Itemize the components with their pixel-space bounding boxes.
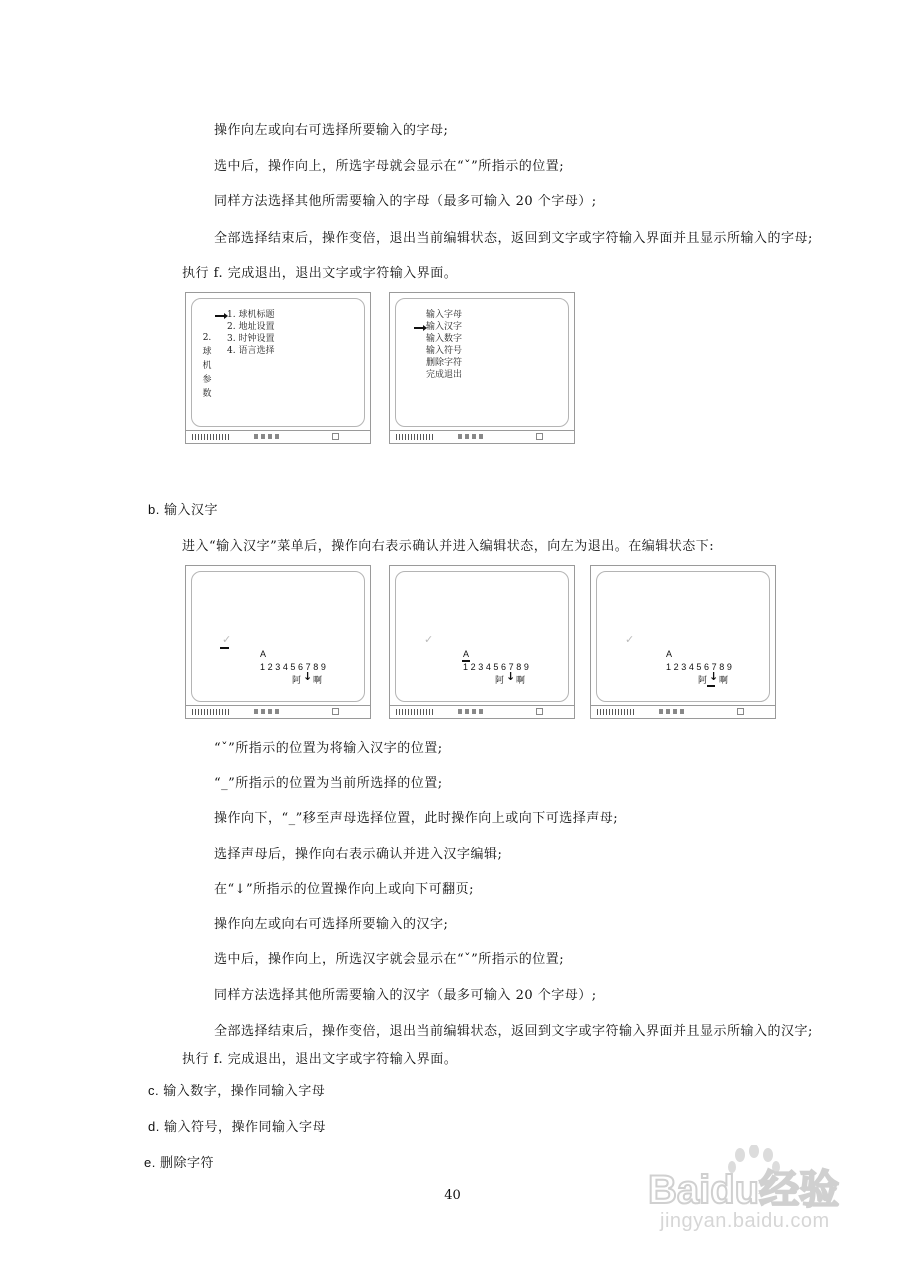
- edit-cursor: [707, 685, 715, 687]
- list-item: d. 输入符号，操作同输入字母: [148, 1119, 326, 1134]
- paragraph: 操作向下，“_”移至声母选择位置，此时操作向上或向下可选择声母;: [214, 811, 619, 826]
- paragraph: 进入“输入汉字”菜单后，操作向右表示确认并进入编辑状态，向左为退出。在编辑状态下:: [182, 539, 715, 554]
- list-item: e. 删除字符: [144, 1155, 214, 1170]
- paragraph: 操作向左或向右可选择所要输入的字母;: [214, 123, 449, 138]
- paragraph: 执行 f. 完成退出，退出文字或字符输入界面。: [182, 1052, 458, 1067]
- down-arrow-icon: ↓: [303, 670, 313, 683]
- osd-screen-input-menu: [389, 292, 575, 444]
- side-char: 球: [202, 347, 212, 357]
- paragraph: 在“↓”所指示的位置操作向上或向下可翻页;: [214, 882, 475, 897]
- check-icon: ✓: [222, 633, 232, 646]
- paragraph: “_”所指示的位置为当前所选择的位置;: [214, 776, 443, 791]
- list-item: c. 输入数字，操作同输入字母: [148, 1083, 326, 1098]
- selection-arrow-icon: [215, 315, 225, 317]
- down-arrow-icon: ↓: [506, 670, 516, 683]
- status-bar: [186, 430, 370, 443]
- check-icon: ✓: [424, 633, 434, 646]
- baidu-paw-logo-icon: [648, 1145, 868, 1215]
- paragraph: 同样方法选择其他所需要输入的汉字（最多可输入 20 个字母）;: [214, 988, 597, 1003]
- paragraph: 选择声母后，操作向右表示确认并进入汉字编辑;: [214, 847, 503, 862]
- osd-screen-edit-1: [185, 565, 371, 719]
- check-icon: ✓: [625, 633, 635, 646]
- digit-row: 123456789: [666, 662, 735, 672]
- screen-frame: [395, 298, 569, 427]
- hanzi-right: 啊: [516, 676, 526, 686]
- hanzi-left: 阿: [292, 676, 302, 686]
- digit-row: 123456789: [260, 662, 329, 672]
- menu-item: 输入字母: [426, 310, 463, 320]
- hanzi-left: 阿: [698, 676, 708, 686]
- status-bar: [390, 430, 574, 443]
- menu-item: 输入数字: [426, 334, 463, 344]
- screen-frame: [596, 571, 770, 702]
- status-bar: [591, 705, 775, 718]
- hanzi-right: 啊: [313, 676, 323, 686]
- menu-item: 1. 球机标题: [227, 310, 275, 320]
- selection-arrow-icon: [414, 327, 424, 329]
- screen-frame: [395, 571, 569, 702]
- status-bar: [186, 705, 370, 718]
- side-char: 机: [202, 361, 212, 371]
- input-menu: [426, 309, 462, 381]
- osd-screen-edit-2: [389, 565, 575, 719]
- menu-item: 4. 语言选择: [227, 346, 275, 356]
- screen-frame: [191, 571, 365, 702]
- menu-item: 2. 地址设置: [227, 322, 275, 332]
- paragraph: 选中后，操作向上，所选字母就会显示在“ˇ”所指示的位置;: [214, 159, 565, 174]
- paragraph: 全部选择结束后，操作变倍，退出当前编辑状态，返回到文字或字符输入界面并且显示所输入的字母;: [214, 231, 813, 246]
- paragraph: “ˇ”所指示的位置为将输入汉字的位置;: [214, 741, 443, 756]
- hanzi-right: 啊: [719, 676, 729, 686]
- paragraph: 执行 f. 完成退出，退出文字或字符输入界面。: [182, 266, 458, 281]
- side-num: 2.: [202, 333, 212, 343]
- hanzi-left: 阿: [495, 676, 505, 686]
- paragraph: 同样方法选择其他所需要输入的字母（最多可输入 20 个字母）;: [214, 194, 597, 209]
- edit-cursor: [220, 647, 229, 649]
- down-arrow-icon: ↓: [709, 670, 719, 683]
- page-number: 40: [444, 1188, 461, 1203]
- letter: A: [666, 649, 673, 659]
- paragraph: 操作向左或向右可选择所要输入的汉字;: [214, 917, 449, 932]
- menu-item: 完成退出: [426, 370, 463, 380]
- paragraph: 选中后，操作向上，所选汉字就会显示在“ˇ”所指示的位置;: [214, 952, 565, 967]
- letter: A: [260, 649, 267, 659]
- menu-item: 删除字符: [426, 358, 463, 368]
- letter: A: [463, 649, 470, 659]
- params-menu: [227, 309, 274, 357]
- status-bar: [390, 705, 574, 718]
- paragraph: 全部选择结束后，操作变倍，退出当前编辑状态，返回到文字或字符输入界面并且显示所输入的汉字;: [214, 1024, 813, 1039]
- side-char: 参: [202, 375, 212, 385]
- menu-item: 3. 时钟设置: [227, 334, 275, 344]
- side-label: [200, 331, 214, 401]
- section-heading: b. 输入汉字: [148, 502, 218, 517]
- side-char: 数: [202, 389, 212, 399]
- digit-row: 123456789: [463, 662, 532, 672]
- watermark-brand: Baidu经验: [648, 1168, 840, 1212]
- menu-item: 输入符号: [426, 346, 463, 356]
- osd-screen-params: [185, 292, 371, 444]
- osd-screen-edit-3: [590, 565, 776, 719]
- screen-frame: [191, 298, 365, 427]
- watermark-url: jingyan.baidu.com: [660, 1210, 830, 1232]
- menu-item: 输入汉字: [426, 322, 463, 332]
